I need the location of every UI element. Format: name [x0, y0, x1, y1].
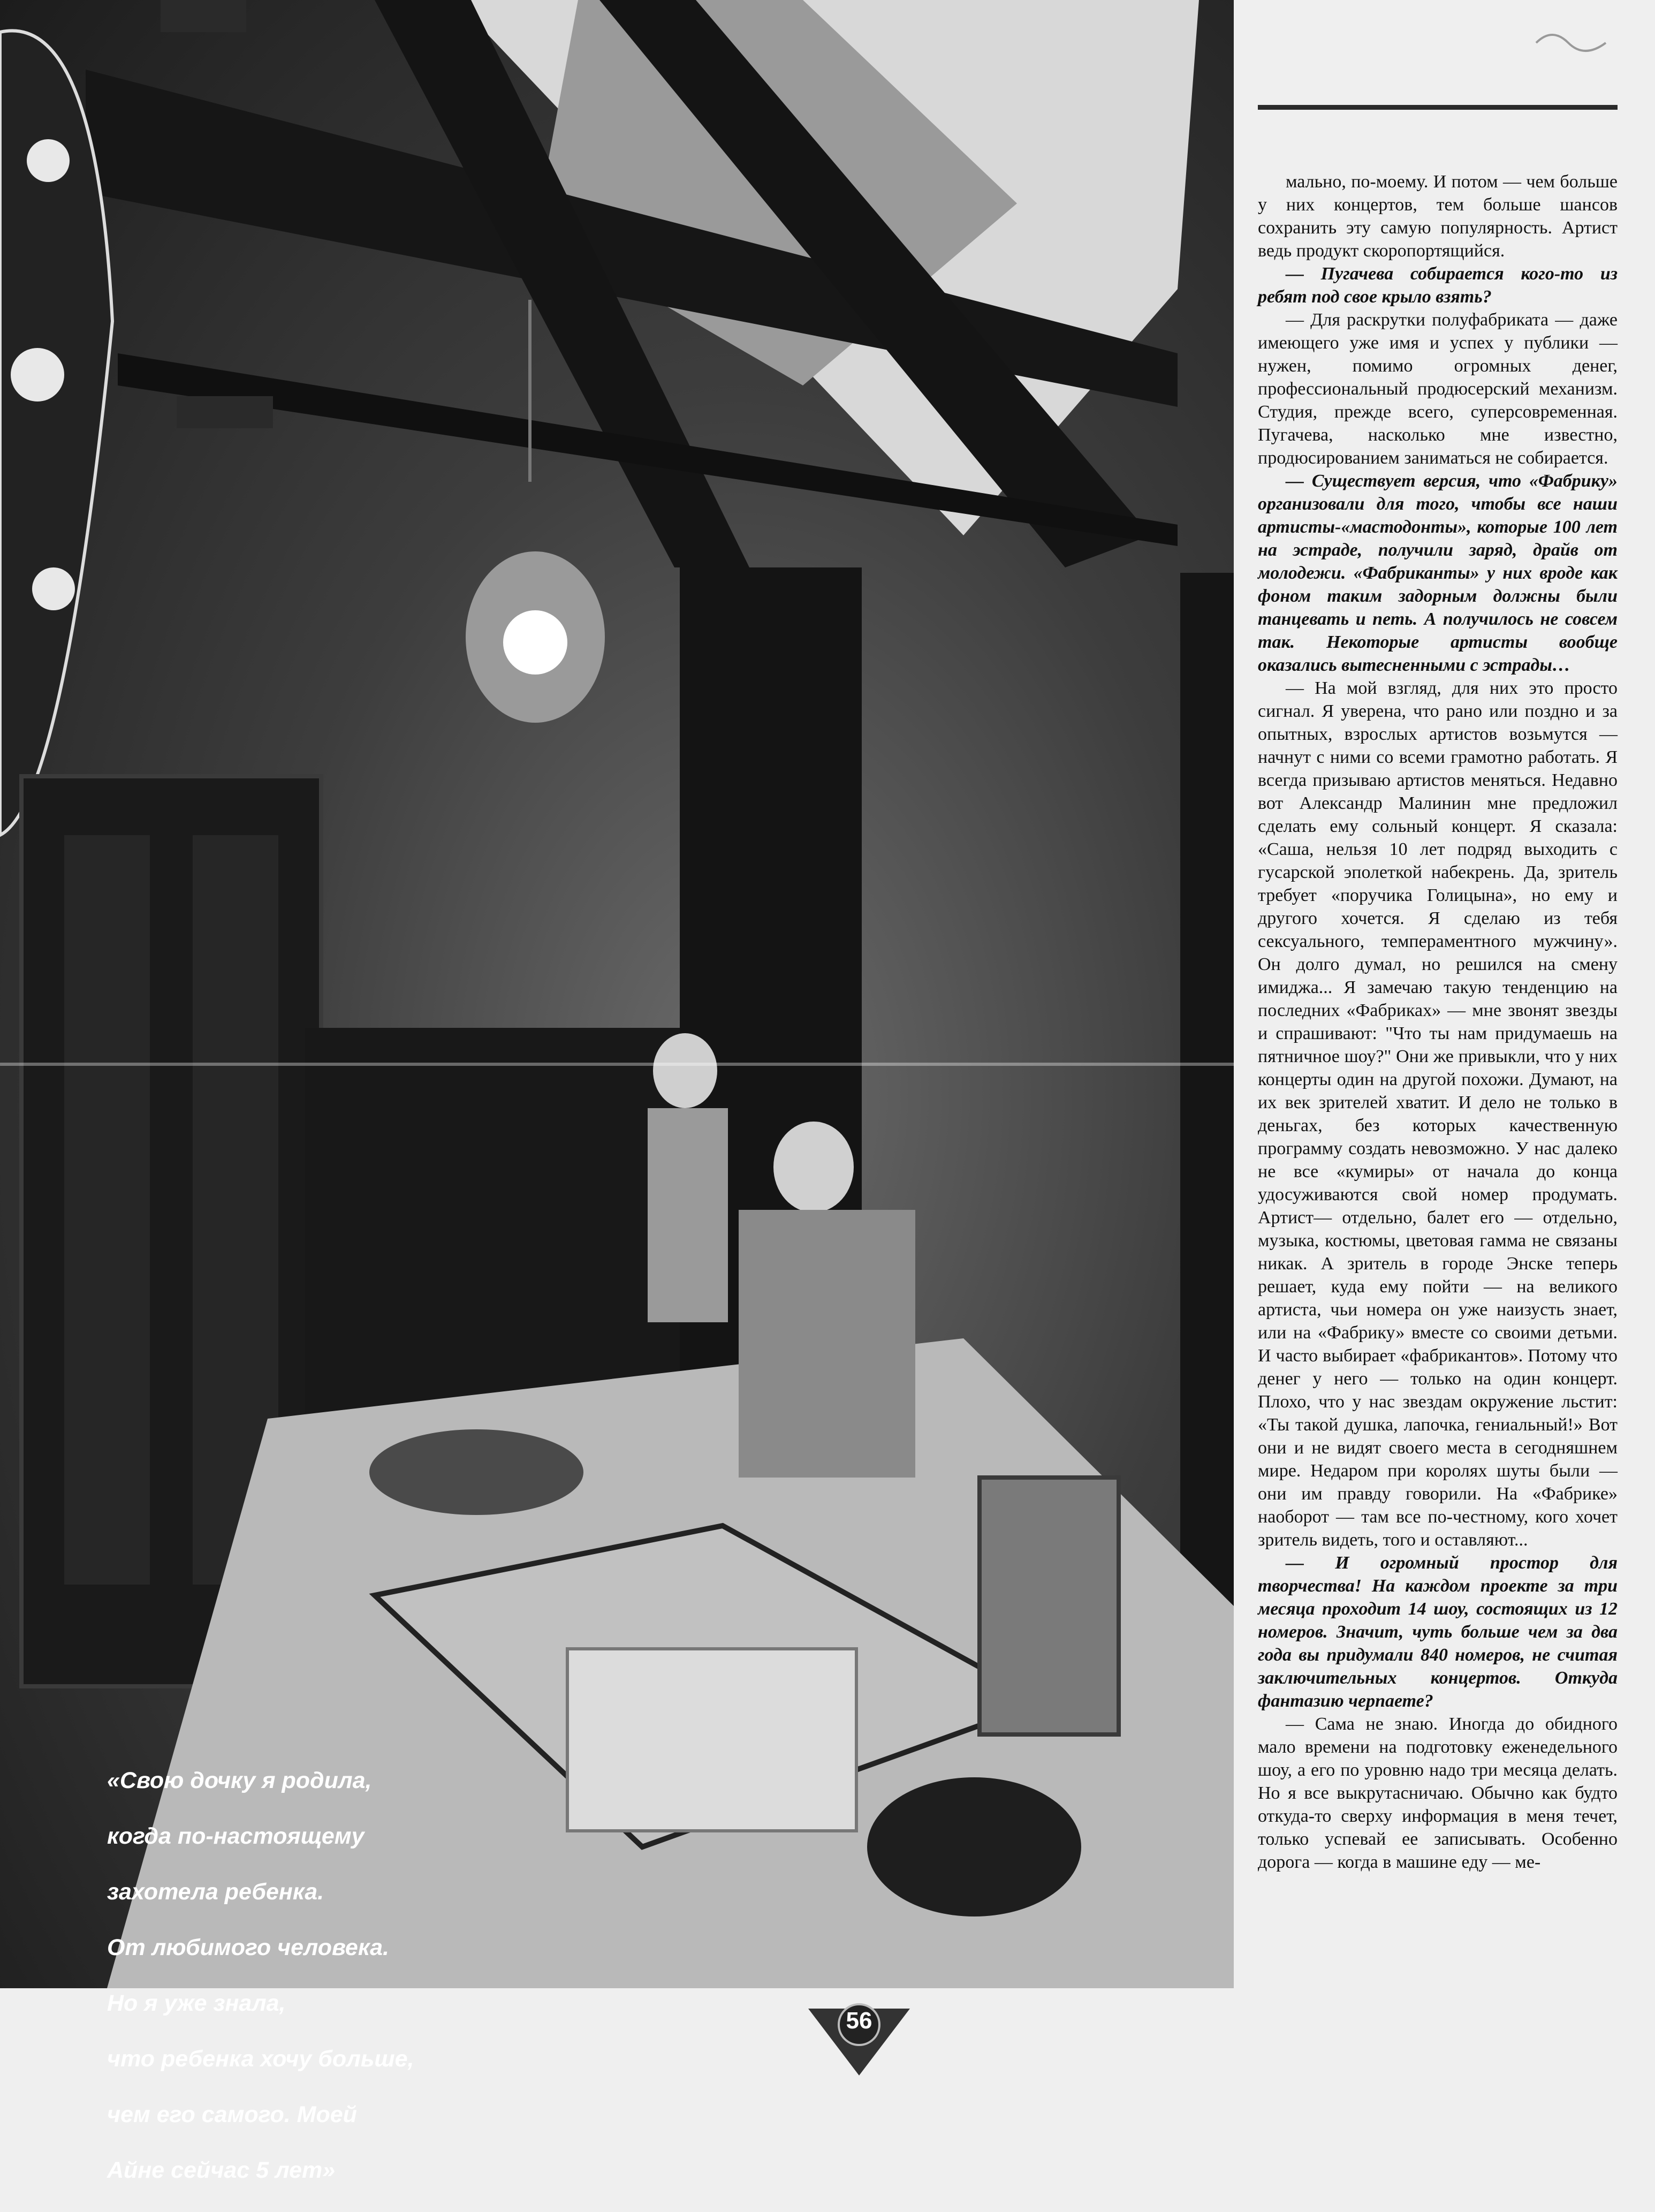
caption-line: что ребенка хочу больше,	[107, 2046, 414, 2072]
wall-lamp-top	[161, 0, 246, 32]
textile-pattern	[11, 348, 64, 402]
woman-face	[773, 1122, 854, 1213]
floor-lantern	[980, 1478, 1119, 1734]
header-rule	[1258, 105, 1618, 110]
answer-paragraph: — На мой взгляд, для них это просто сигнал. Я уверена, что рано или поздно и за опытных, взрослых артистов возьмутся — начнут с ними со всеми грамотно работать. Я всегда призываю артистов меняться. Недавно вот Александр Малинин мне предложил сделать ему сольный концерт. Я сказала: «Саша, нельзя 10 лет подряд выходить с гусарской эполеткой набекрень. Да, зритель требует «поручика Голицына», но ему и другого хочется. Я сделаю из тебя сексуального, темпераментного мужчину». Он долго думал, но решился на смену имиджа... Я замечаю такую тенденцию на последних «Фабриках» — мне звонят звезды и спрашивают: "Что ты нам придумаешь на пятничное шоу?" Они же привыкли, что у них концерты один на другой похожи. Думают, на их век зрителей хватит. И дело не только в деньгах, без которых качественную программу создать невозможно. У нас далеко не все «кумиры» от начала до конца удосуживаются свой номер продумать. Артист— отдельно, балет его — отдельно, музыка, костюмы, цветовая гамма не связаны никак. А зритель в городе Энске теперь решает, куда ему пойти — на великого артиста, чьи номера он уже наизусть знает, или на «Фабрику» вместе со своими детьми. И часто выбирает «фабрикантов». Потому что денег у него — только на один концерт. Плохо, что у нас звездам окружение льстит: «Ты такой душка, лапочка, гениальный!» Вот они и не видят своего места в сегодняшнем мире. Недаром при королях шуты были — они им правду говорили. На «Фабрике» наоборот — там все по-честному, кого хочет зритель видеть, того и оставляют...	[1258, 678, 1618, 1550]
page-number: 56	[846, 2008, 872, 2034]
teapot	[867, 1777, 1081, 1916]
answer-paragraph: — Для раскрутки полуфабриката — даже имеющего уже имя и успех у публики — нужен, помимо огромных денег, профессиональный продюсерский механизм. Студия, прежде всего, суперсовременная. Пугачева, насколько мне известно, продюсированием заниматься не собирается.	[1258, 310, 1618, 468]
header-scribble-mark	[1531, 21, 1616, 64]
girl-body	[648, 1108, 728, 1322]
question-paragraph: — Существует версия, что «Фабрику» организовали для того, чтобы все наши артисты-«мастодонты», которые 100 лет на эстраде, получили заряд, драйв от молодежи. «Фабриканты» у них вроде как фоном таким задорным должны были танцевать и петь. А получилось не совсем так. Некоторые артисты вообще оказались вытесненными с эстрады…	[1258, 471, 1618, 675]
textile-pattern	[32, 567, 75, 610]
caption-line: когда по-настоящему	[107, 1823, 365, 1849]
article-column	[1258, 170, 1618, 1988]
caption-line: чем его самого. Моей	[107, 2102, 357, 2127]
caption-line: Айне сейчас 5 лет»	[107, 2157, 336, 2183]
girl-face	[653, 1033, 717, 1108]
page-fold-crease	[0, 1063, 1234, 1066]
answer-paragraph: — Сама не знаю. Иногда до обидного мало времени на подготовку еженедельного шоу, а его по уровню надо три месяца делать. Но я все выкрутасничаю. Обычно как будто откуда-то сверху информация в меня течет, только успевай ее записывать. Особенно дорога — когда в машине еду — ме-	[1258, 1714, 1618, 1872]
wall-lamp-middle	[177, 396, 273, 428]
photo-caption	[107, 1739, 428, 2212]
answer-paragraph: мально, по-моему. И потом — чем больше у них концертов, тем больше шансов сохранить эту самую популярность. Артист ведь продукт скоропортящийся.	[1258, 172, 1618, 261]
lantern-light	[503, 610, 567, 675]
page-number-badge	[808, 2003, 910, 2078]
screen-panel	[64, 835, 150, 1585]
woman-body	[739, 1210, 915, 1478]
question-paragraph: — И огромный простор для творчества! На каждом проекте за три месяца проходит 14 шоу, состоящих из 12 номеров. Значит, чуть больше чем за два года вы придумали 840 номеров, не считая заключительных концертов. Откуда фантазию черпаете?	[1258, 1553, 1618, 1711]
caption-line: Но я уже знала,	[107, 1990, 286, 2016]
textile-pattern	[27, 139, 70, 182]
caption-line: «Свою дочку я родила,	[107, 1768, 372, 1793]
silk-box	[567, 1649, 856, 1831]
mirror-frame	[1180, 573, 1234, 1643]
caption-line: захотела ребенка.	[107, 1879, 324, 1905]
stool-cushion	[369, 1429, 583, 1515]
question-paragraph: — Пугачева собирается кого-то из ребят под свое крыло взять?	[1258, 264, 1618, 307]
caption-line: От любимого человека.	[107, 1935, 390, 1960]
